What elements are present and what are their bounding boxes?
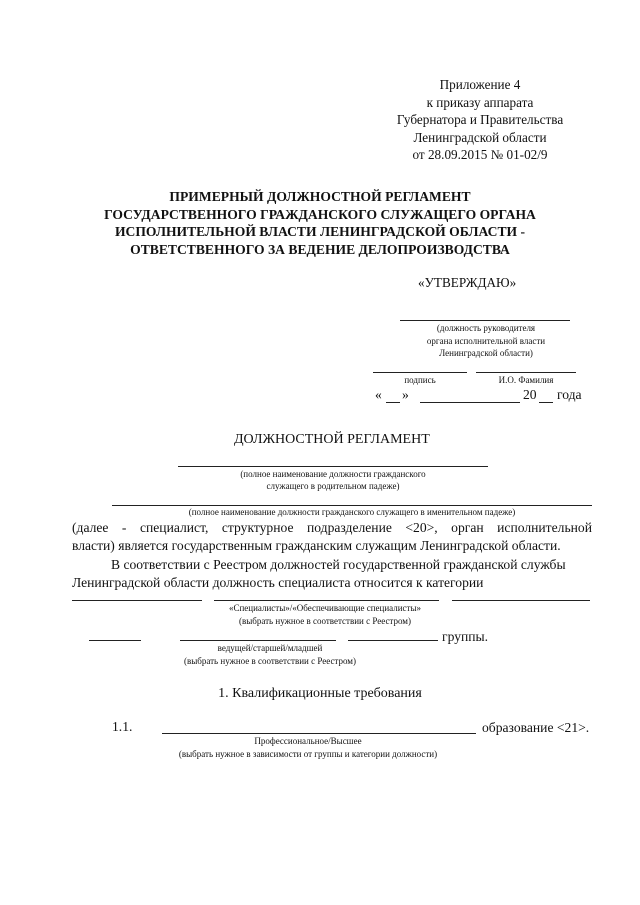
- genitive-underline: [178, 466, 488, 467]
- date-year-underline: [539, 402, 553, 403]
- item-1-1-number: 1.1.: [112, 719, 133, 734]
- hint-line: (выбрать нужное в соответствии с Реестром): [238, 615, 411, 626]
- paragraph-1-line-1: (далее - специалист, структурное подразделение <20>, орган исполнительной: [72, 520, 592, 535]
- group-hint: [150, 642, 390, 667]
- education-underline: [162, 733, 476, 734]
- hint-line: Профессиональное/Высшее: [254, 736, 362, 746]
- signature-underline: [373, 372, 467, 373]
- group-underline-left: [89, 640, 141, 641]
- category-underline-middle: [214, 600, 439, 601]
- group-word: группы.: [442, 629, 489, 644]
- hint-line: (полное наименование должности гражданского: [240, 469, 426, 479]
- regulation-heading: ДОЛЖНОСТНОЙ РЕГЛАМЕНТ: [234, 432, 430, 447]
- signature-hint: подпись: [404, 375, 436, 385]
- hint-line: (выбрать нужное в зависимости от группы и категории должности): [178, 748, 438, 759]
- genitive-hint: [178, 468, 488, 492]
- paragraph-2-line-2: Ленинградской области должность специалиста относится к категории: [72, 575, 484, 590]
- hint-line: (выбрать нужное в соответствии с Реестром): [183, 655, 356, 666]
- title-line: ПРИМЕРНЫЙ ДОЛЖНОСТНОЙ РЕГЛАМЕНТ: [169, 189, 471, 204]
- appendix-line: Губернатора и Правительства: [396, 112, 564, 127]
- position-hint: [396, 322, 576, 360]
- date-day-underline: [386, 402, 400, 403]
- title-line: ИСПОЛНИТЕЛЬНОЙ ВЛАСТИ ЛЕНИНГРАДСКОЙ ОБЛАСТИ -: [114, 224, 526, 240]
- hint-line: ведущей/старшей/младшей: [217, 643, 323, 653]
- position-underline: [400, 320, 570, 321]
- section-1-heading: 1. Квалификационные требования: [218, 686, 422, 701]
- appendix-block: [360, 76, 600, 164]
- item-1-1-text: образование <21>.: [482, 720, 590, 735]
- hint-line: служащего в родительном падеже): [266, 481, 400, 491]
- category-underline-left: [72, 600, 202, 601]
- hint-line: (должность руководителя: [436, 323, 536, 333]
- appendix-line: к приказу аппарата: [426, 94, 534, 110]
- hint-line: органа исполнительной власти: [426, 335, 546, 346]
- group-underline-right: [348, 640, 438, 641]
- education-hint: [140, 735, 476, 760]
- document-title: [70, 188, 570, 258]
- hint-line: Ленинградской области): [439, 348, 533, 358]
- hint-line: «Специалисты»/«Обеспечивающие специалисты»: [228, 603, 422, 613]
- paragraph-2-line-1: В соответствии с Реестром должностей государственной гражданской службы: [111, 557, 566, 572]
- approve-label: «УТВЕРЖДАЮ»: [418, 275, 517, 290]
- fio-underline: [476, 372, 576, 373]
- paragraph-1-line-2: власти) является государственным гражданским служащим Ленинградской области.: [72, 538, 561, 553]
- date-year-prefix: 20: [523, 387, 537, 402]
- date-open-quote: «: [375, 387, 382, 402]
- appendix-line: Приложение 4: [439, 77, 521, 92]
- date-year-suffix: года: [557, 387, 582, 402]
- date-month-underline: [420, 402, 520, 403]
- appendix-line: от 28.09.2015 № 01-02/9: [412, 147, 548, 162]
- title-line: ОТВЕТСТВЕННОГО ЗА ВЕДЕНИЕ ДЕЛОПРОИЗВОДСТВА: [130, 241, 510, 257]
- fio-hint: И.О. Фамилия: [498, 375, 554, 385]
- nominative-hint: (полное наименование должности гражданского служащего в именительном падеже): [188, 507, 516, 517]
- category-hint: [190, 602, 460, 627]
- group-underline-middle: [180, 640, 336, 641]
- category-underline-right: [452, 600, 590, 601]
- title-line: ГОСУДАРСТВЕННОГО ГРАЖДАНСКОГО СЛУЖАЩЕГО ОРГАНА: [104, 206, 536, 222]
- appendix-line: Ленинградской области: [413, 129, 547, 145]
- date-close-quote: »: [402, 387, 409, 402]
